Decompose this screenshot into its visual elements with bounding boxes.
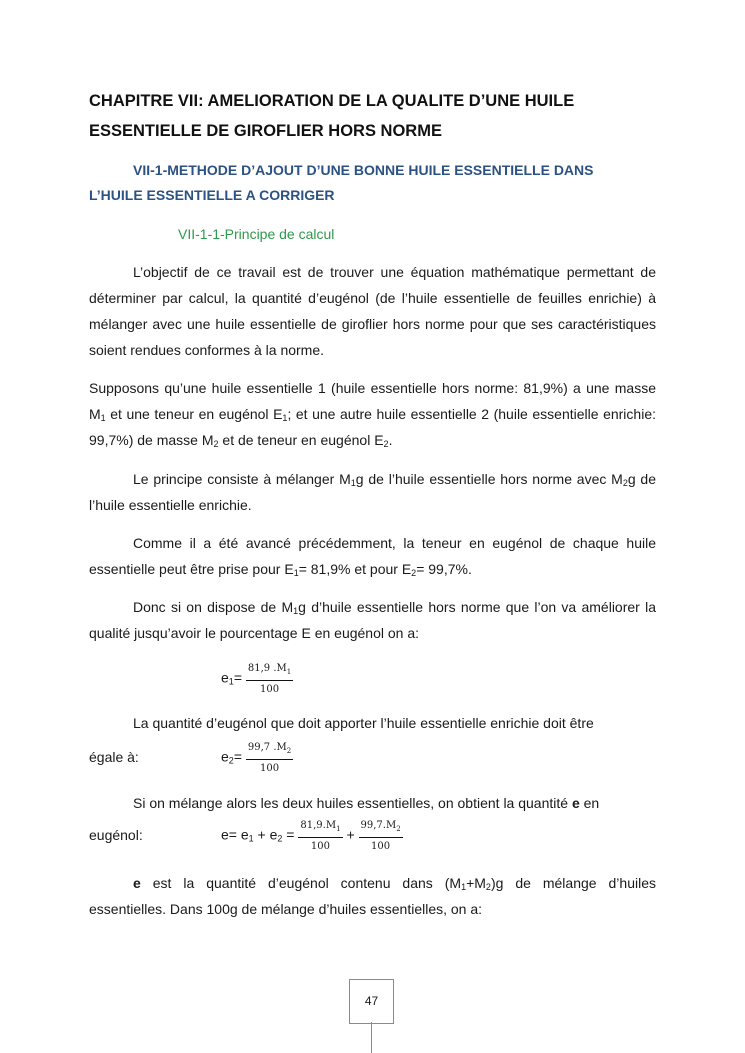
subscript: 2 [396,825,401,833]
section-title-line-2: L’HUILE ESSENTIELLE A CORRIGER [89,187,335,203]
text: g de l’huile essentielle hors norme avec M [355,471,623,487]
paragraph-mix-label: eugénol: [89,827,143,843]
footer-line [371,1022,372,1053]
subsection-title: VII-1-1-Principe de calcul [178,226,335,242]
paragraph-supposition [89,375,656,453]
text: Donc si on dispose de M [133,599,294,615]
numerator: 81,9.M [300,820,337,831]
subscript: 2 [228,755,234,766]
text: Supposons qu’une huile essentielle 1 (huile essentielle hors norme: 81,9%) a une masse M [89,380,656,422]
eq-sign: = [233,669,242,686]
text: . [388,432,393,448]
paragraph-hypothesis [89,594,656,646]
subscript: 1 [248,833,254,844]
paragraph-content [89,530,656,582]
text: g de l’huile essentielle enrichie. [89,471,656,513]
document-page [89,0,656,1053]
eq-var: e= e [221,826,249,843]
paragraph-quantity [89,710,656,736]
subscript: 1 [350,478,356,488]
text: g d’huile essentielle hors norme que l’on va améliorer la qualité jusqu’avoir le pourcentage E en eugénol on a: [89,599,656,641]
text: Le principe consiste à mélanger M [133,471,351,487]
text: ; et une autre huile essentielle 2 (huile essentielle enrichie: 99,7%) de masse M [89,406,656,448]
section-title-line-1: VII-1-METHODE D’AJOUT D’UNE BONNE HUILE ESSENTIELLE DANS [133,162,594,178]
subscript: 2 [383,439,389,449]
eq-sign: = [282,826,295,843]
subscript: 1 [461,882,467,892]
denominator: 100 [260,684,280,695]
paragraph-objective [89,259,656,363]
numerator: 99,7.M [360,820,397,831]
paragraph-conclusion [89,870,656,922]
equation-e1 [221,662,293,696]
subscript: 1 [228,676,234,687]
equation-e2 [221,741,293,775]
chapter-title: CHAPITRE VII: AMELIORATION DE LA QUALITE D’UNE HUILE ESSENTIELLE DE GIROFLIER HORS NORME [89,92,575,140]
paragraph-mix [89,790,656,816]
subscript: 1 [293,568,299,578]
equation-e [221,819,403,853]
text: et une teneur en eugénol E [105,406,283,422]
text: La quantité d’eugénol que doit apporter l’huile essentielle enrichie doit être [133,715,594,731]
text: )g de mélange d’huiles essentielles. Dans 100g de mélange d’huiles essentielles, on a: [89,875,656,917]
text: Comme il a été avancé précédemment, la teneur en eugénol de chaque huile essentielle peut être prise pour E [89,535,656,577]
fraction-1 [298,819,342,853]
subscript: 2 [622,478,628,488]
subscript: 2 [485,882,491,892]
text: Si on mélange alors les deux huiles essentielles, on obtient la quantité [133,795,572,811]
subscript: 2 [213,439,219,449]
numerator: 81,9 .M [247,663,287,674]
section-title [89,158,656,208]
subscript: 1 [286,668,292,676]
text: en [579,795,600,811]
text: = 81,9% et pour E [298,561,412,577]
fraction-2 [359,819,403,853]
text: et de teneur en eugénol E [218,432,384,448]
eq-var: e [221,669,229,686]
eq-var: + e [253,826,278,843]
subscript: 2 [286,747,292,755]
denominator: 100 [310,841,331,852]
bold-e: e [133,875,141,891]
eq-var: e [221,748,229,765]
subscript: 1 [282,413,288,423]
subscript: 2 [411,568,417,578]
paragraph-quantity-label: égale à: [89,749,139,765]
denominator: 100 [371,841,391,852]
fraction [246,741,293,775]
numerator: 99,7 .M [247,742,287,753]
subscript: 1 [100,413,106,423]
paragraph-objective-text: L’objectif de ce travail est de trouver une équation mathématique permettant de déterminer par calcul, la quantité d’eugénol (de l’huile essentielle de feuilles enrichie) à mélanger avec une huile essentielle de giroflier hors norme pour que ses caractéristiques soient rendues conformes à la norme. [89,264,656,358]
page-number: 47 [349,979,394,1024]
text: = 99,7%. [416,561,472,577]
text: est la quantité d’eugénol contenu dans (M [140,875,462,891]
fraction [246,662,293,696]
text: +M [466,875,486,891]
paragraph-principle [89,466,656,518]
bold-e: e [571,795,580,811]
eq-sign: = [233,748,242,765]
subscript: 1 [336,825,341,833]
denominator: 100 [260,763,280,774]
plus-sign: + [346,826,355,843]
subscript: 2 [277,833,283,844]
subscript: 1 [293,606,299,616]
